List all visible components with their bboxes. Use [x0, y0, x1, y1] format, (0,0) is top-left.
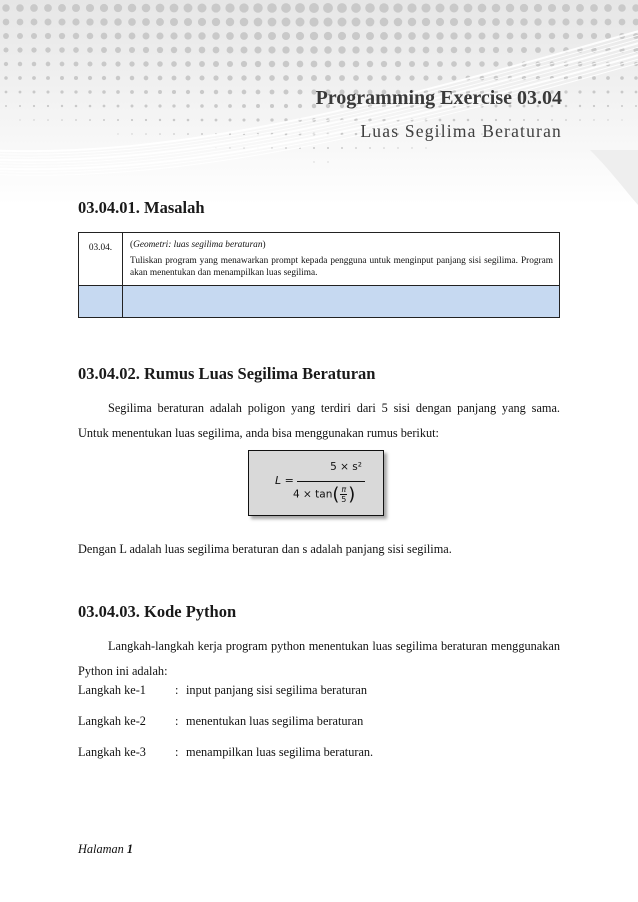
step-separator: : — [175, 745, 179, 759]
step-text: input panjang sisi segilima beraturan — [186, 683, 367, 697]
section-heading-rumus: 03.04.02. Rumus Luas Segilima Beraturan — [78, 364, 376, 383]
formula-denominator — [293, 484, 355, 505]
section-heading-kode: 03.04.03. Kode Python — [78, 602, 237, 621]
step-separator: : — [175, 683, 179, 697]
table-row-empty — [79, 286, 560, 318]
paren-close: ) — [348, 484, 356, 505]
step-label: Langkah ke-2 — [78, 714, 146, 728]
fraction-bar — [297, 481, 365, 482]
formula-variable-l: L — [275, 474, 282, 487]
step-separator: : — [175, 714, 179, 728]
formula-equals: = — [281, 474, 294, 487]
footer-label: Halaman — [78, 842, 127, 856]
paren-close: ) — [262, 240, 266, 250]
formula-numerator: 5 × s² — [330, 461, 362, 473]
table-row — [79, 233, 560, 286]
problem-number: 03.04. — [79, 233, 123, 286]
page-subtitle: Luas Segilima Beraturan — [360, 121, 562, 141]
page-title: Programming Exercise 03.04 — [315, 87, 562, 109]
pi-symbol: π — [341, 485, 347, 494]
problem-title-italic: Geometri: luas segilima beraturan — [133, 240, 263, 250]
paren-open: ( — [332, 484, 340, 505]
page-footer — [78, 842, 133, 857]
formula-lhs — [275, 474, 294, 487]
step-label: Langkah ke-1 — [78, 683, 146, 697]
formula-box — [248, 450, 384, 516]
step-label: Langkah ke-3 — [78, 745, 146, 759]
problem-title — [130, 239, 553, 251]
step-text: menentukan luas segilima beraturan — [186, 714, 364, 728]
formula-tan: 4 × tan — [293, 488, 333, 501]
section-heading-masalah: 03.04.01. Masalah — [78, 198, 205, 217]
paren-open: ( — [130, 240, 134, 250]
pi-over-five — [340, 485, 347, 504]
empty-cell — [79, 286, 123, 318]
formula-explanation: Dengan L adalah luas segilima beraturan dan s adalah panjang sisi segilima. — [78, 542, 452, 556]
empty-cell — [123, 286, 560, 318]
five-digit: 5 — [341, 495, 347, 504]
problem-description: Tuliskan program yang menawarkan prompt kepada pengguna untuk menginput panjang sisi segilima. Program akan menentukan dan menampilkan luas segilima. — [130, 256, 553, 279]
page-number: 1 — [126, 842, 134, 856]
problem-table — [78, 232, 560, 318]
formula-intro-paragraph: Segilima beraturan adalah poligon yang terdiri dari 5 sisi dengan panjang yang sama. Untuk menentukan luas segilima, anda bisa menggunakan rumus berikut: — [78, 401, 560, 440]
step-text: menampilkan luas segilima beraturan. — [186, 745, 374, 759]
steps-intro-paragraph: Langkah-langkah kerja program python menentukan luas segilima beraturan menggunakan Python ini adalah: — [78, 639, 560, 678]
problem-description-cell — [123, 233, 560, 286]
